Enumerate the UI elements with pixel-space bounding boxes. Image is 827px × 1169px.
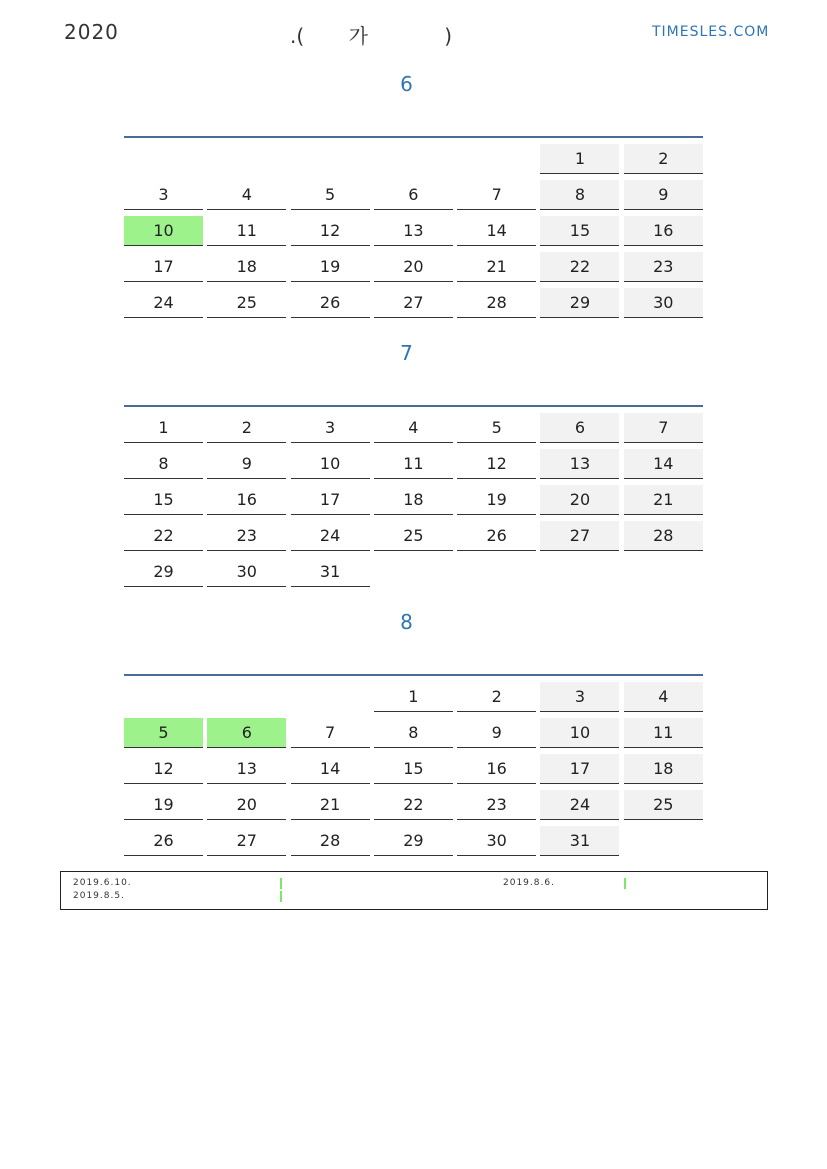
legend-marker: [280, 878, 282, 889]
day-cell-empty: [540, 557, 619, 587]
week-row: [124, 174, 703, 210]
day-cell-weekend: 13: [540, 449, 619, 479]
week-row: [124, 748, 703, 784]
header-subtitle: .( 가 ): [290, 24, 453, 48]
day-cell-weekend: 1: [540, 144, 619, 174]
day-cell: 2: [457, 682, 536, 712]
week-row: [124, 210, 703, 246]
week-row: [124, 138, 703, 174]
day-cell: 11: [374, 449, 453, 479]
month-title-june: 6: [400, 72, 413, 96]
day-cell-weekend: 24: [540, 790, 619, 820]
day-cell-holiday: 10: [124, 216, 203, 246]
day-cell-weekend: 4: [624, 682, 703, 712]
day-cell-weekend: 7: [624, 413, 703, 443]
day-cell: 3: [291, 413, 370, 443]
day-cell-weekend: 21: [624, 485, 703, 515]
day-cell-weekend: 8: [540, 180, 619, 210]
legend-marker: [624, 878, 626, 889]
day-cell: 13: [374, 216, 453, 246]
day-cell: 28: [457, 288, 536, 318]
week-row: [124, 479, 703, 515]
calendar-july: [124, 405, 703, 587]
day-cell: 16: [207, 485, 286, 515]
day-cell-empty: [124, 144, 203, 174]
day-cell-weekend: 10: [540, 718, 619, 748]
day-cell: 12: [457, 449, 536, 479]
day-cell: 26: [457, 521, 536, 551]
day-cell: 5: [291, 180, 370, 210]
day-cell-empty: [207, 682, 286, 712]
day-cell: 25: [207, 288, 286, 318]
day-cell: 8: [124, 449, 203, 479]
day-cell-weekend: 25: [624, 790, 703, 820]
day-cell-weekend: 16: [624, 216, 703, 246]
day-cell-empty: [207, 144, 286, 174]
week-row: [124, 282, 703, 318]
day-cell: 30: [207, 557, 286, 587]
day-cell: 15: [124, 485, 203, 515]
day-cell: 6: [374, 180, 453, 210]
week-row: [124, 784, 703, 820]
day-cell: 18: [207, 252, 286, 282]
day-cell-empty: [624, 826, 703, 856]
day-cell-weekend: 9: [624, 180, 703, 210]
day-cell-weekend: 29: [540, 288, 619, 318]
day-cell: 18: [374, 485, 453, 515]
week-row: [124, 551, 703, 587]
day-cell-weekend: 17: [540, 754, 619, 784]
week-row: [124, 407, 703, 443]
day-cell: 7: [291, 718, 370, 748]
week-row: [124, 443, 703, 479]
week-row: [124, 820, 703, 856]
day-cell: 16: [457, 754, 536, 784]
day-cell: 19: [291, 252, 370, 282]
month-title-july: 7: [400, 341, 413, 365]
day-cell: 11: [207, 216, 286, 246]
day-cell-weekend: 2: [624, 144, 703, 174]
day-cell-weekend: 14: [624, 449, 703, 479]
day-cell-weekend: 3: [540, 682, 619, 712]
day-cell: 20: [374, 252, 453, 282]
day-cell: 4: [374, 413, 453, 443]
day-cell: 17: [124, 252, 203, 282]
day-cell-empty: [457, 144, 536, 174]
day-cell: 9: [457, 718, 536, 748]
day-cell: 22: [124, 521, 203, 551]
day-cell: 31: [291, 557, 370, 587]
day-cell-weekend: 22: [540, 252, 619, 282]
day-cell: 29: [374, 826, 453, 856]
day-cell-empty: [457, 557, 536, 587]
day-cell-weekend: 31: [540, 826, 619, 856]
month-title-august: 8: [400, 610, 413, 634]
legend-entry: 2019.8.5.: [73, 891, 125, 901]
day-cell: 26: [124, 826, 203, 856]
day-cell-weekend: 30: [624, 288, 703, 318]
day-cell: 27: [374, 288, 453, 318]
day-cell-empty: [374, 144, 453, 174]
day-cell-weekend: 28: [624, 521, 703, 551]
day-cell-empty: [291, 682, 370, 712]
week-row: [124, 246, 703, 282]
week-row: [124, 515, 703, 551]
calendar-june: [124, 136, 703, 318]
week-row: [124, 712, 703, 748]
day-cell: 3: [124, 180, 203, 210]
day-cell: 1: [374, 682, 453, 712]
day-cell: 26: [291, 288, 370, 318]
day-cell: 24: [124, 288, 203, 318]
day-cell-weekend: 6: [540, 413, 619, 443]
day-cell: 12: [124, 754, 203, 784]
day-cell: 14: [291, 754, 370, 784]
day-cell-empty: [291, 144, 370, 174]
day-cell-weekend: 18: [624, 754, 703, 784]
legend-entry: 2019.6.10.: [73, 878, 132, 888]
day-cell: 4: [207, 180, 286, 210]
day-cell: 7: [457, 180, 536, 210]
day-cell: 1: [124, 413, 203, 443]
day-cell: 29: [124, 557, 203, 587]
day-cell: 28: [291, 826, 370, 856]
day-cell-empty: [374, 557, 453, 587]
day-cell: 23: [457, 790, 536, 820]
day-cell: 15: [374, 754, 453, 784]
day-cell: 17: [291, 485, 370, 515]
day-cell-weekend: 20: [540, 485, 619, 515]
site-link[interactable]: TIMESLES.COM: [652, 24, 770, 40]
day-cell: 14: [457, 216, 536, 246]
day-cell-weekend: 11: [624, 718, 703, 748]
day-cell-empty: [624, 557, 703, 587]
day-cell: 13: [207, 754, 286, 784]
day-cell: 19: [124, 790, 203, 820]
day-cell: 27: [207, 826, 286, 856]
calendar-august: [124, 674, 703, 856]
day-cell: 9: [207, 449, 286, 479]
day-cell-weekend: 23: [624, 252, 703, 282]
day-cell: 30: [457, 826, 536, 856]
day-cell-weekend: 15: [540, 216, 619, 246]
day-cell: 5: [457, 413, 536, 443]
day-cell: 10: [291, 449, 370, 479]
legend-entry: 2019.8.6.: [503, 878, 555, 888]
day-cell: 20: [207, 790, 286, 820]
day-cell: 8: [374, 718, 453, 748]
day-cell: 25: [374, 521, 453, 551]
day-cell: 2: [207, 413, 286, 443]
header-year: 2020: [64, 20, 119, 44]
day-cell-holiday: 5: [124, 718, 203, 748]
day-cell: 19: [457, 485, 536, 515]
day-cell-holiday: 6: [207, 718, 286, 748]
day-cell: 21: [291, 790, 370, 820]
legend-box: [60, 871, 768, 910]
day-cell: 12: [291, 216, 370, 246]
day-cell-empty: [124, 682, 203, 712]
day-cell: 24: [291, 521, 370, 551]
day-cell: 22: [374, 790, 453, 820]
day-cell: 21: [457, 252, 536, 282]
week-row: [124, 676, 703, 712]
legend-marker: [280, 891, 282, 902]
day-cell-weekend: 27: [540, 521, 619, 551]
day-cell: 23: [207, 521, 286, 551]
